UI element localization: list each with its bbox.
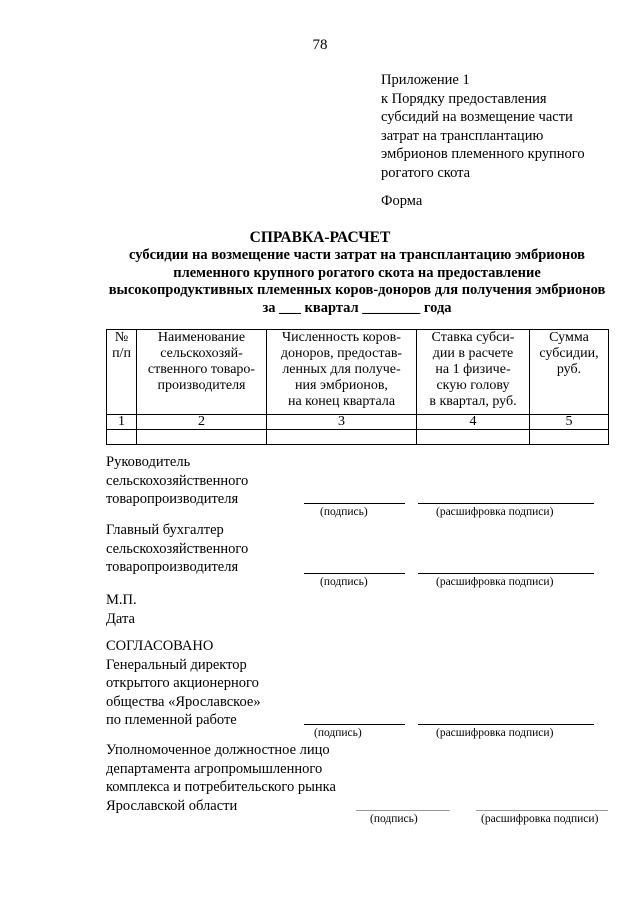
appendix-line: субсидий на возмещение части [381,109,573,125]
stamp-date-label [106,591,137,628]
signature-caption: (подпись) [370,813,418,825]
label-line: общества «Ярославское» [106,693,261,710]
head-of-producer-label [106,453,248,509]
appendix-line: затрат на трансплантацию [381,127,544,144]
label-line: открытого акционерного [106,675,259,691]
column-number-cell: 2 [137,415,267,430]
label-line: департамента агропромышленного [106,760,323,777]
subtitle-line: высокопродуктивных племенных коров-доноров для получения эмбрионов [108,282,606,298]
header-cell-producer-name: Наименование сельскохозяй- ственного товаро- производителя [137,330,267,415]
signature-caption: (подпись) [320,576,368,588]
label-line: Генеральный директор [106,656,247,673]
decryption-caption: (расшифровка подписи) [436,727,554,739]
table-header-row [107,330,609,415]
column-number-cell: 3 [267,415,417,430]
table-empty-row [107,430,609,445]
appendix-line: эмбрионов племенного крупного [381,146,585,162]
agreed-signature-line [304,724,405,725]
label-line: Главный бухгалтер [106,522,224,538]
signature-caption: (подпись) [320,506,368,518]
label-line: М.П. [106,592,137,608]
agreed-block-label [106,637,261,730]
signature-caption: (подпись) [314,727,362,739]
column-number-cell: 4 [417,415,530,430]
decryption-caption: (расшифровка подписи) [436,576,554,588]
label-line: Дата [106,610,135,627]
decryption-caption: (расшифровка подписи) [481,813,599,825]
agreed-decryption-line [418,724,594,725]
document-title: СПРАВКА-РАСЧЕТ [249,229,391,246]
chief-accountant-label [106,521,248,577]
calculation-table [106,329,609,445]
head-decryption-line [418,503,594,504]
label-line: по племенной работе [106,712,237,728]
page-number: 78 [312,37,328,53]
label-line: товаропроизводителя [106,491,239,507]
table-number-row [107,415,609,430]
appendix-line: Приложение 1 [381,72,470,88]
official-decryption-line [476,810,608,811]
official-signature-line [356,810,450,811]
label-line: сельскохозяйственного [106,540,249,557]
authorized-official-label [106,741,336,815]
label-line: сельскохозяйственного [106,472,249,489]
header-cell-subsidy-sum: Сумма субсидии, руб. [530,330,609,415]
label-line: товаропроизводителя [106,559,239,575]
empty-cell [417,430,530,445]
accountant-signature-line [304,573,405,574]
head-signature-line [304,503,405,504]
empty-cell [107,430,137,445]
label-line: Ярославской области [106,797,238,814]
label-line: комплекса и потребительского рынка [106,779,336,795]
empty-cell [530,430,609,445]
accountant-decryption-line [418,573,594,574]
column-number-cell: 1 [107,415,137,430]
subtitle-line: субсидии на возмещение части затрат на трансплантацию эмбрионов [129,247,585,263]
appendix-reference [381,71,621,182]
label-line: Руководитель [106,454,191,470]
label-line: Уполномоченное должностное лицо [106,742,330,758]
label-line: СОГЛАСОВАНО [106,638,214,654]
header-cell-number: № п/п [107,330,137,415]
appendix-line: рогатого скота [381,164,471,181]
subtitle-line: за ___ квартал ________ года [262,299,452,316]
form-label: Форма [381,193,423,209]
header-cell-donor-count: Численность коров- доноров, предостав- ленных для получе- ния эмбрионов, на конец квартала [267,330,417,415]
decryption-caption: (расшифровка подписи) [436,506,554,518]
appendix-line: к Порядку предоставления [381,90,547,107]
empty-cell [137,430,267,445]
empty-cell [267,430,417,445]
document-subtitle [92,247,622,317]
column-number-cell: 5 [530,415,609,430]
subtitle-line: племенного крупного рогатого скота на предоставление [173,264,541,281]
header-cell-subsidy-rate: Ставка субси- дии в расчете на 1 физиче- скую голову в квартал, руб. [417,330,530,415]
